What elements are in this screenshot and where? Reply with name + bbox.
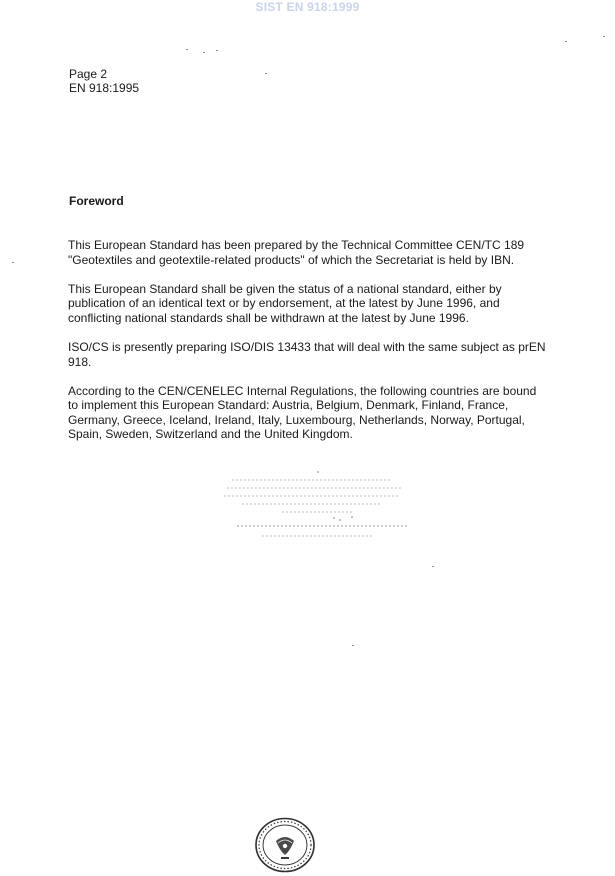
scan-speck bbox=[603, 36, 605, 37]
paragraph-committee: This European Standard has been prepared by the Technical Committee CEN/TC 189 "Geotextiles and geotextile-related products" of which the Secretariat is held by IBN. bbox=[68, 238, 525, 267]
standard-number: EN 918:1995 bbox=[69, 81, 140, 95]
round-official-seal-icon bbox=[254, 817, 316, 873]
paragraph-status: This European Standard shall be given the status of a national standard, either by publication of an identical text or by endorsement, at the latest by June 1996, and conflicting national standards shall be withdrawn at the latest by June 1996. bbox=[68, 281, 502, 325]
scan-speck bbox=[216, 50, 218, 51]
watermark: SIST EN 918:1999 bbox=[255, 0, 360, 14]
page-number: Page 2 bbox=[69, 67, 108, 81]
paragraph-countries: According to the CEN/CENELEC Internal Regulations, the following countries are bound to implement this European Standard: Austria, Belgium, Denmark, Finland, France, Germany, Greece, Iceland, Ireland, Italy, Luxembourg, Netherlands, Norway, Portugal, Spain, Sweden, Switzerland and the United Kingdom. bbox=[68, 383, 537, 442]
scan-speck bbox=[203, 52, 205, 53]
scan-speck bbox=[352, 645, 354, 646]
scan-speck bbox=[186, 49, 188, 50]
faded-approval-stamp-icon bbox=[222, 470, 412, 550]
page-header bbox=[69, 67, 139, 95]
scan-speck bbox=[12, 262, 14, 263]
paragraph-iso: ISO/CS is presently preparing ISO/DIS 13433 that will deal with the same subject as prEN 918. bbox=[68, 339, 546, 369]
scan-speck bbox=[565, 41, 567, 42]
foreword-heading: Foreword bbox=[69, 194, 124, 208]
scan-speck bbox=[265, 73, 267, 74]
foreword-body bbox=[68, 238, 548, 457]
scan-speck bbox=[432, 566, 434, 567]
